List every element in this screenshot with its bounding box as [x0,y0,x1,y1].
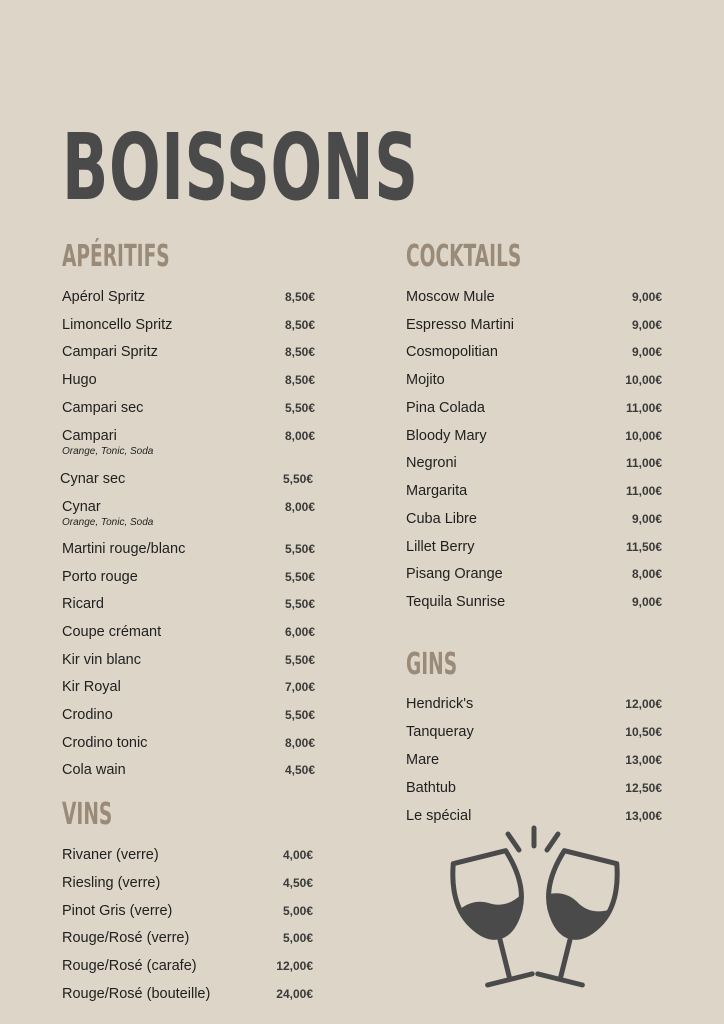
item-price: 4,50€ [284,763,315,777]
item-name: Negroni [406,455,457,471]
item-name: Pinot Gris (verre) [62,903,173,919]
item-price: 8,00€ [284,500,315,514]
item-price: 10,00€ [625,429,662,443]
section-title-cocktails: COCKTAILS [406,239,522,274]
item-price: 8,00€ [284,736,315,750]
gins-list [406,695,662,835]
item-name: Apérol Spritz [62,289,146,305]
item-name: Limoncello Spritz [62,317,173,333]
item-price: 9,00€ [631,290,662,304]
item-price: 6,00€ [284,625,315,639]
item-name: Coupe crémant [62,624,162,640]
item-name: Cynar [62,499,101,515]
wine-glasses-cheers-icon [430,820,640,1010]
item-price: 8,50€ [284,318,315,332]
item-price: 8,00€ [631,567,662,581]
item-name: Pisang Orange [406,566,503,582]
item-name: Mojito [406,372,445,388]
item-price: 4,50€ [282,876,313,890]
item-name: Campari [62,428,117,444]
item-price: 11,00€ [625,484,662,498]
item-name: Kir vin blanc [62,652,141,668]
item-price: 11,50€ [625,540,662,554]
vins-list [62,846,313,1006]
item-price: 10,00€ [625,373,662,387]
sparkle-line [508,834,519,850]
item-name: Crodino tonic [62,735,148,751]
item-name: Tanqueray [406,724,474,740]
item-name: Kir Royal [62,679,121,695]
item-price: 13,00€ [625,809,662,823]
item-price: 5,00€ [282,904,313,918]
item-name: Cosmopolitian [406,344,498,360]
item-name: Hendrick's [406,696,474,712]
item-note: Orange, Tonic, Soda [62,517,154,528]
item-name: Tequila Sunrise [406,594,506,610]
item-price: 5,50€ [284,708,315,722]
item-name: Campari Spritz [62,344,158,360]
item-price: 12,50€ [625,781,662,795]
item-name: Ricard [62,596,104,612]
wine-glasses-svg [430,820,640,1005]
item-price: 12,00€ [625,697,662,711]
item-price: 11,00€ [625,401,662,415]
item-name: Rouge/Rosé (carafe) [62,958,197,974]
item-price: 5,50€ [284,653,315,667]
item-price: 5,50€ [284,597,315,611]
item-name: Campari sec [62,400,144,416]
item-price: 5,50€ [282,472,313,486]
item-name: Cynar sec [60,471,126,487]
item-price: 12,00€ [276,959,313,973]
item-price: 24,00€ [276,987,313,1001]
item-price: 13,00€ [625,753,662,767]
item-price: 8,50€ [284,345,315,359]
section-title-vins: VINS [62,797,113,832]
sparkle-line [547,834,558,850]
item-name: Cola wain [62,762,126,778]
item-price: 5,00€ [282,931,313,945]
item-name: Pina Colada [406,400,485,416]
section-title-aperitifs: APÉRITIFS [62,239,170,274]
item-price: 8,00€ [284,429,315,443]
menu-title: BOISSONS [62,114,419,221]
item-price: 9,00€ [631,595,662,609]
item-name: Bathtub [406,780,456,796]
item-name: Porto rouge [62,569,138,585]
item-price: 5,50€ [284,542,315,556]
cocktails-list [406,288,662,618]
item-name: Hugo [62,372,97,388]
item-name: Rouge/Rosé (bouteille) [62,986,211,1002]
item-price: 7,00€ [284,680,315,694]
item-name: Crodino [62,707,113,723]
item-name: Mare [406,752,440,768]
item-name: Le spécial [406,808,472,824]
item-price: 4,00€ [282,848,313,862]
item-name: Martini rouge/blanc [62,541,186,557]
item-price: 10,50€ [625,725,662,739]
item-note: Orange, Tonic, Soda [62,446,154,457]
section-title-gins: GINS [406,647,458,682]
item-price: 5,50€ [284,570,315,584]
item-price: 9,00€ [631,512,662,526]
item-price: 9,00€ [631,345,662,359]
aperitifs-list [62,288,315,788]
item-name: Rouge/Rosé (verre) [62,930,190,946]
item-name: Bloody Mary [406,428,487,444]
item-name: Margarita [406,483,468,499]
item-price: 5,50€ [284,401,315,415]
item-name: Rivaner (verre) [62,847,159,863]
item-name: Riesling (verre) [62,875,161,891]
item-name: Cuba Libre [406,511,477,527]
item-name: Espresso Martini [406,317,514,333]
item-name: Moscow Mule [406,289,495,305]
item-price: 11,00€ [625,456,662,470]
item-price: 8,50€ [284,290,315,304]
item-name: Lillet Berry [406,539,475,555]
item-price: 9,00€ [631,318,662,332]
item-price: 8,50€ [284,373,315,387]
